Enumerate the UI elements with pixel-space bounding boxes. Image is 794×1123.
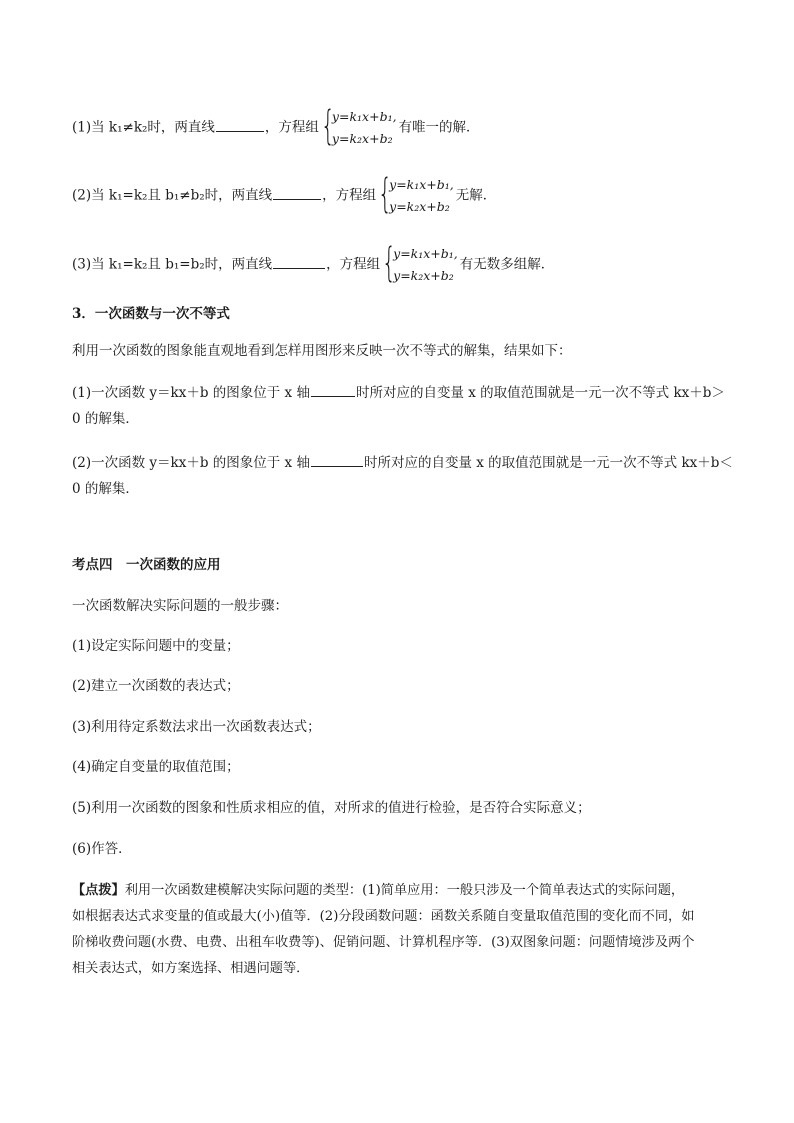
case-3-mid: ，方程组 (326, 256, 381, 273)
case-2-condition: k₁=k₂且 b₁≠b₂时，两直线 (108, 187, 273, 204)
equation-1: y=k₁x+b₁, (389, 177, 454, 192)
case-1 (72, 103, 480, 150)
tip-text-1: 利用一次函数建模解决实际问题的类型：(1)简单应用：一般只涉及一个简单表达式的实际问题， (124, 883, 685, 898)
inequality-item-1 (72, 382, 725, 402)
equation-system (378, 171, 454, 218)
case-1-condition: k₁≠k₂时，两直线 (108, 119, 215, 136)
item-1-text-b: 时所对应的自变量 x 的取值范围就是一元一次不等式 kx＋b＞ (355, 385, 725, 401)
step-6: (6)作答． (72, 841, 132, 857)
case-2-prefix: (2)当 (72, 187, 109, 204)
section-3-title: 3．一次函数与一次不等式 (72, 306, 230, 322)
step-2: (2)建立一次函数的表达式； (72, 678, 240, 694)
answer-blank (273, 185, 321, 200)
item-2-text-a: (2)一次函数 y＝kx＋b 的图象位于 x 轴 (72, 455, 310, 471)
case-2 (72, 171, 497, 218)
step-3: (3)利用待定系数法求出一次函数表达式； (72, 719, 321, 735)
equation-2: y=k₂x+b₂ (393, 268, 454, 283)
case-1-mid: ，方程组 (264, 119, 319, 136)
case-3-prefix: (3)当 (72, 256, 109, 273)
case-3-condition: k₁=k₂且 b₁=b₂时，两直线 (108, 256, 273, 273)
tip-line-3: 阶梯收费问题(水费、电费、出租车收费等)、促销问题、计算机程序等．(3)双图象问题：问题情境涉及两个 (72, 935, 695, 950)
section-4-intro: 一次函数解决实际问题的一般步骤： (72, 598, 288, 614)
item-1-text-a: (1)一次函数 y＝kx＋b 的图象位于 x 轴 (72, 385, 310, 401)
item-2-text-c: 0 的解集． (72, 481, 139, 497)
brace-icon: { (378, 171, 393, 217)
case-2-suffix: 无解． (455, 187, 497, 204)
tip-line-4: 相关表达式，如方案选择、相遇问题等． (72, 961, 310, 976)
case-3 (72, 240, 555, 287)
answer-blank (311, 382, 355, 397)
section-3-intro: 利用一次函数的图象能直观地看到怎样用图形来反映一次不等式的解集，结果如下： (72, 343, 572, 359)
case-1-suffix: 有唯一的解． (398, 119, 480, 136)
equation-1: y=k₁x+b₁, (331, 109, 397, 124)
section-4-title: 考点四 一次函数的应用 (72, 557, 221, 573)
equation-2: y=k₂x+b₂ (389, 199, 450, 214)
equation-system (382, 240, 458, 287)
equation-1: y=k₁x+b₁, (393, 246, 458, 261)
step-4: (4)确定自变量的取值范围； (72, 759, 240, 775)
tip-line-2: 如根据表达式求变量的值或最大(小)值等．(2)分段函数问题：函数关系随自变量取值范围的变化而不同，如 (72, 909, 695, 924)
step-5: (5)利用一次函数的图象和性质求相应的值，对所求的值进行检验，是否符合实际意义； (72, 800, 591, 816)
brace-icon: { (382, 240, 397, 286)
inequality-item-2 (72, 452, 733, 472)
item-2-text-b: 时所对应的自变量 x 的取值范围就是一元一次不等式 kx＋b＜ (363, 455, 733, 471)
equation-system (320, 103, 397, 150)
answer-blank (273, 254, 325, 269)
answer-blank (311, 452, 363, 467)
item-1-text-c: 0 的解集． (72, 411, 139, 427)
tip-label: 【点拨】 (72, 883, 125, 898)
equation-2: y=k₂x+b₂ (331, 131, 393, 146)
step-1: (1)设定实际问题中的变量； (72, 638, 240, 654)
case-2-mid: ，方程组 (322, 187, 377, 204)
tip-line-1 (72, 882, 684, 900)
answer-blank (216, 117, 264, 132)
case-1-prefix: (1)当 (72, 119, 109, 136)
brace-icon: { (320, 103, 335, 149)
case-3-suffix: 有无数多组解． (459, 256, 555, 273)
